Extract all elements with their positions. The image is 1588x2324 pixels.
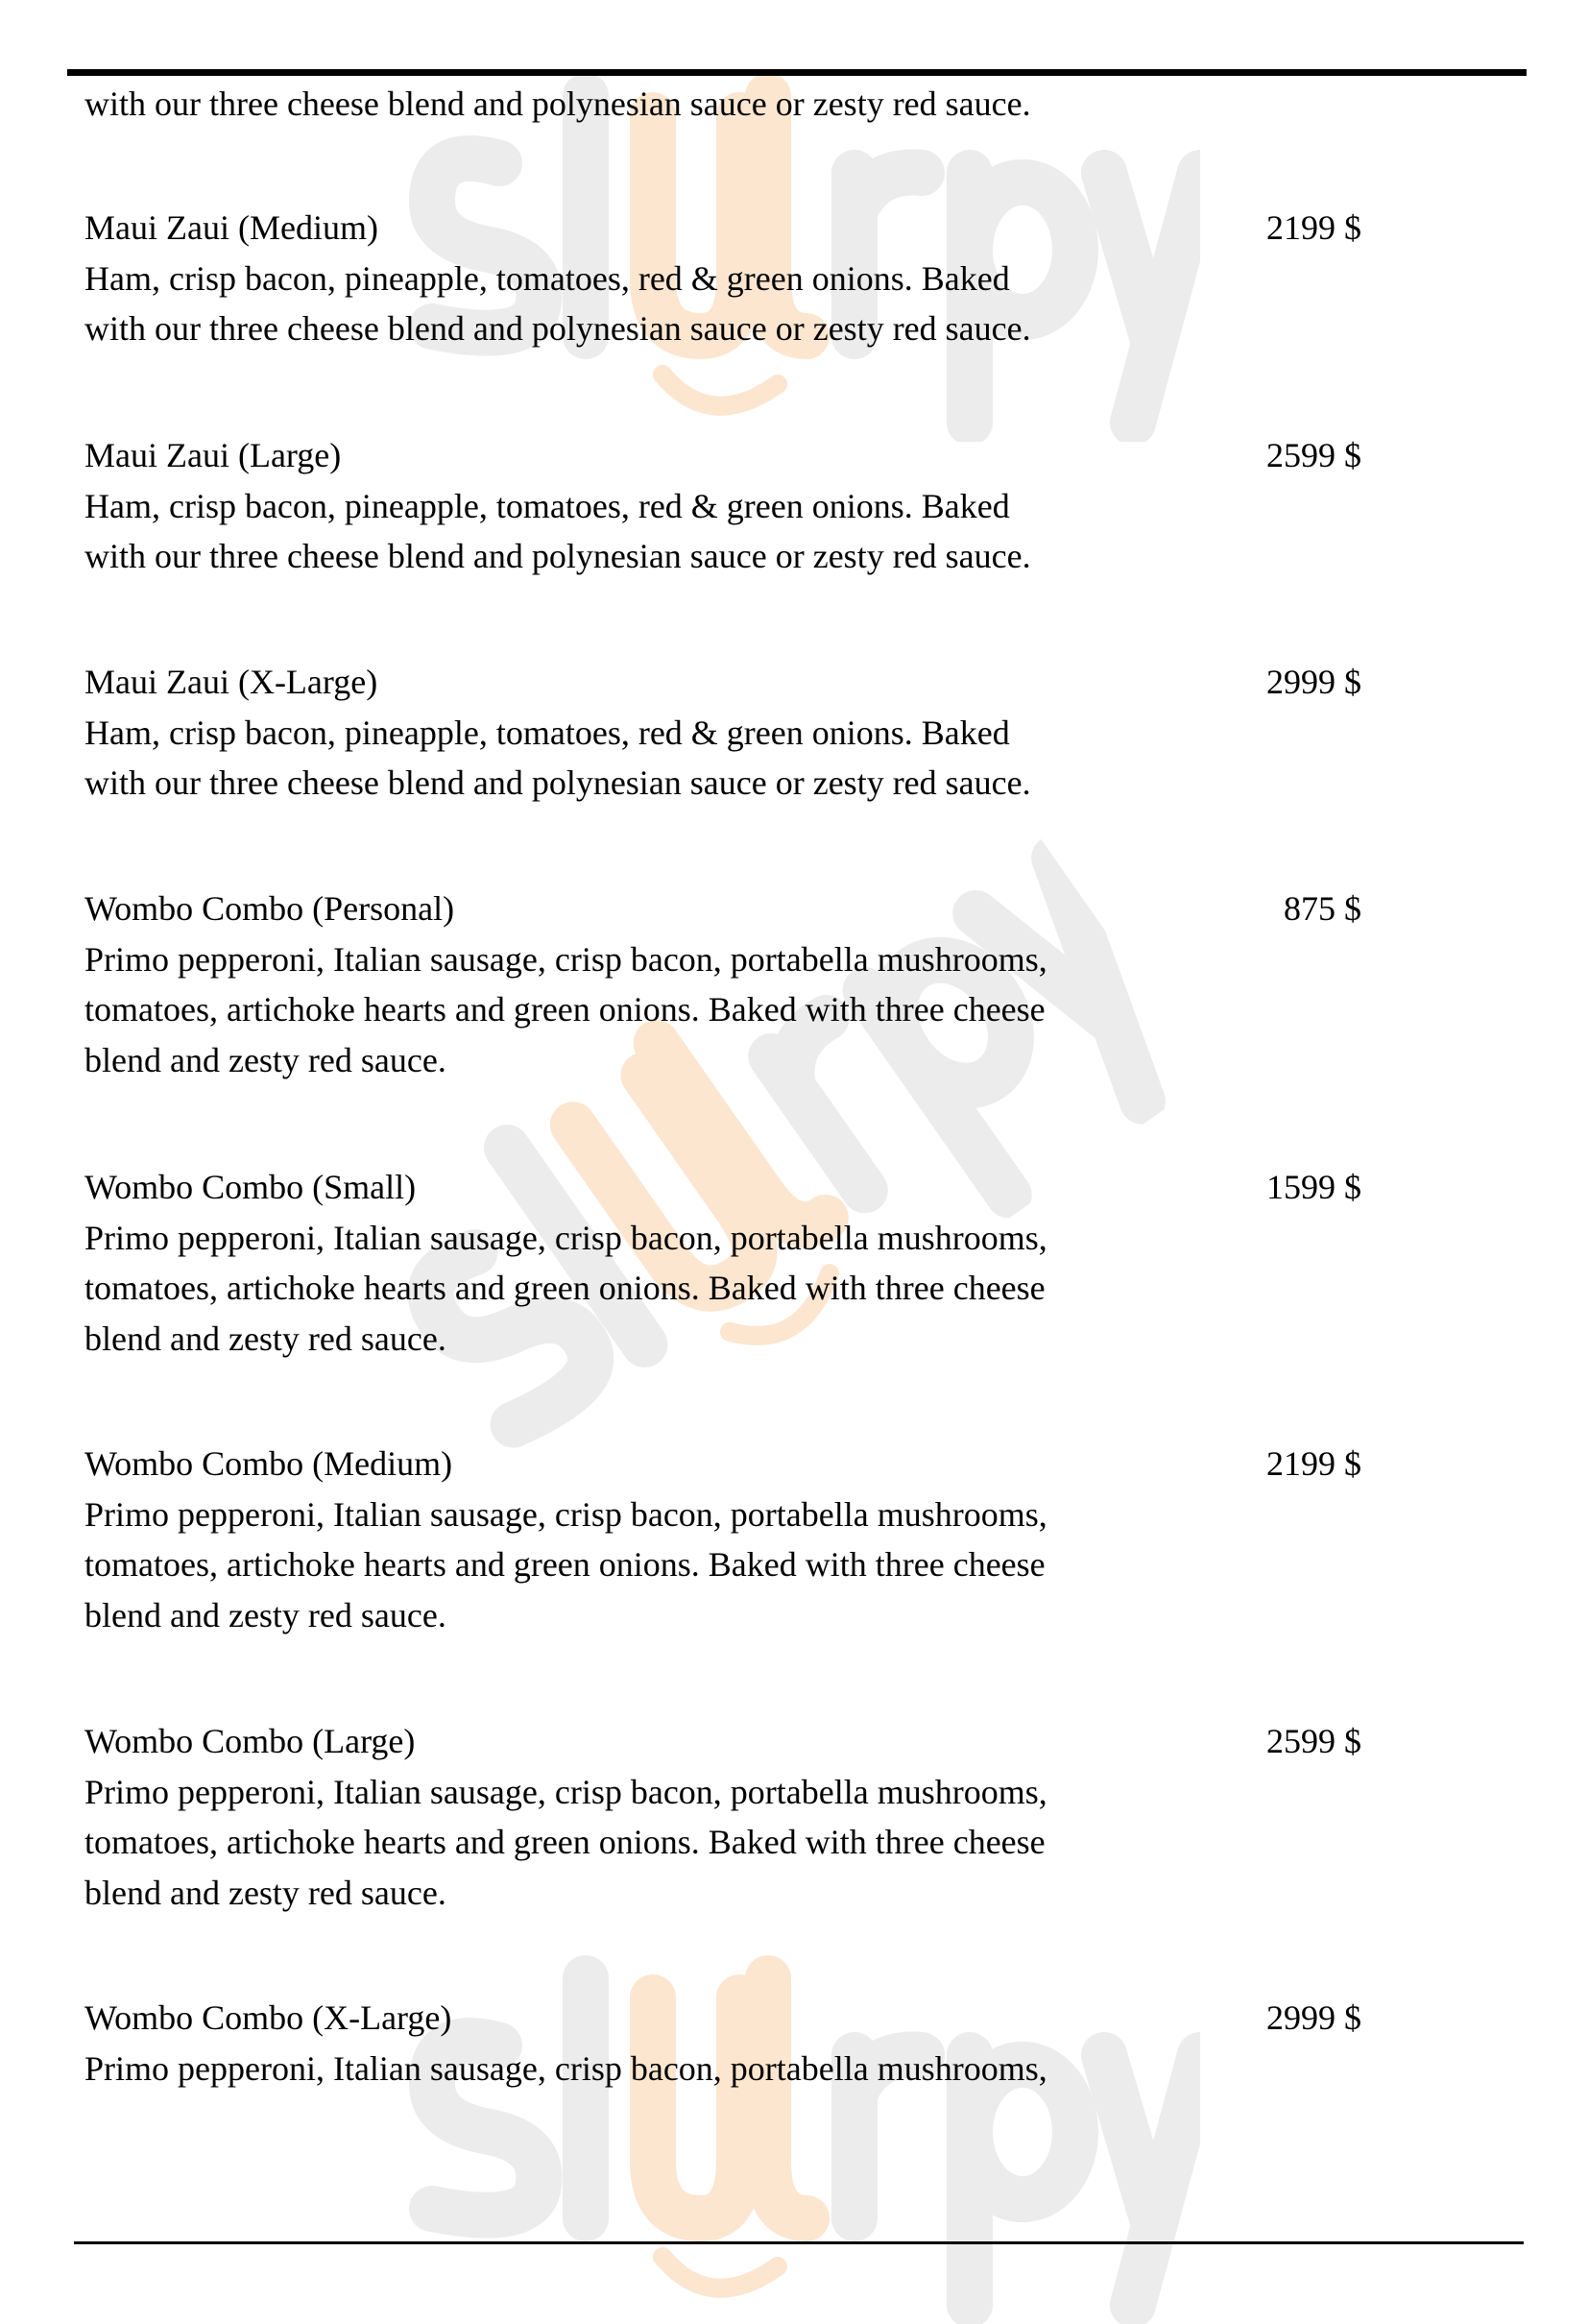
menu-item-description-line: Primo pepperoni, Italian sausage, crisp bacon, portabella mushrooms, [84,1494,1047,1534]
menu-item [84,1716,1361,1918]
menu-item-description-line: tomatoes, artichoke hearts and green onions. Baked with three cheese [84,1823,1046,1861]
menu-item-description-line: Primo pepperoni, Italian sausage, crisp bacon, portabella mushrooms, [84,939,1047,979]
menu-item-description-line: blend and zesty red sauce. [84,1040,446,1079]
menu-item-title: Wombo Combo (Medium) [84,1444,453,1483]
menu-item-price: 2199 $ [1266,1444,1361,1483]
menu-item-price: 2599 $ [1266,1722,1361,1760]
menu-item-price: 2599 $ [1266,436,1361,474]
menu-item-description-line: Ham, crisp bacon, pineapple, tomatoes, red & green onions. Baked [84,713,1010,752]
menu-item-title: Wombo Combo (X-Large) [84,1998,452,2037]
menu-item-description-line: blend and zesty red sauce. [84,1873,446,1912]
menu-item-price: 2999 $ [1266,663,1361,701]
menu-item-description-line: with our three cheese blend and polynesian sauce or zesty red sauce. [84,309,1031,348]
menu-item-header [84,884,1361,934]
menu-item-price: 2199 $ [1266,208,1361,247]
menu-item-description-line: Primo pepperoni, Italian sausage, crisp bacon, portabella mushrooms, [84,2048,1047,2088]
menu-item-description-line: Ham, crisp bacon, pineapple, tomatoes, red & green onions. Baked [84,258,1010,298]
menu-item-title: Maui Zaui (Medium) [84,208,378,247]
menu-item [84,884,1361,1085]
menu-item-price: 875 $ [1284,889,1361,928]
menu-item [84,1162,1361,1364]
menu-item-header [84,1439,1361,1489]
menu-item-description-line: blend and zesty red sauce. [84,1319,446,1358]
menu-item-title: Maui Zaui (X-Large) [84,663,378,701]
menu-item [84,657,1361,809]
menu-item-header [84,657,1361,708]
menu-item-header [84,1716,1361,1767]
menu-item-description-line: tomatoes, artichoke hearts and green onions. Baked with three cheese [84,1269,1046,1307]
menu-item-description-line: Primo pepperoni, Italian sausage, crisp bacon, portabella mushrooms, [84,1218,1047,1257]
menu-item-header [84,430,1361,481]
menu-item-description-line: with our three cheese blend and polynesian sauce or zesty red sauce. [84,763,1031,802]
menu-item-header [84,203,1361,254]
menu-item-description-line: tomatoes, artichoke hearts and green onions. Baked with three cheese [84,1545,1046,1584]
menu-item-description-line: blend and zesty red sauce. [84,1595,446,1634]
menu-item-title: Wombo Combo (Large) [84,1722,416,1760]
menu-item-description-line: Ham, crisp bacon, pineapple, tomatoes, red & green onions. Baked [84,486,1010,525]
menu-item-price: 2999 $ [1266,1998,1361,2037]
menu-item-description-line: with our three cheese blend and polynesian sauce or zesty red sauce. [84,537,1031,575]
top-divider [67,69,1527,76]
menu-item-title: Maui Zaui (Large) [84,436,342,474]
menu-item-header [84,1993,1361,2044]
menu-item-header [84,1162,1361,1213]
menu-item [84,1439,1361,1640]
menu-item-description-line: with our three cheese blend and polynesian sauce or zesty red sauce. [84,85,1031,123]
menu-item-description-line: Primo pepperoni, Italian sausage, crisp bacon, portabella mushrooms, [84,1772,1047,1811]
menu-item-description-line: tomatoes, artichoke hearts and green onions. Baked with three cheese [84,990,1046,1029]
menu-item [84,430,1361,582]
menu-item [84,79,1361,130]
menu-item-title: Wombo Combo (Personal) [84,889,455,928]
menu-item [84,1993,1361,2094]
menu-item [84,203,1361,354]
bottom-divider [74,2241,1524,2244]
menu-item-title: Wombo Combo (Small) [84,1168,417,1206]
menu-item-price: 1599 $ [1266,1168,1361,1206]
watermark-logo [327,763,1209,1540]
